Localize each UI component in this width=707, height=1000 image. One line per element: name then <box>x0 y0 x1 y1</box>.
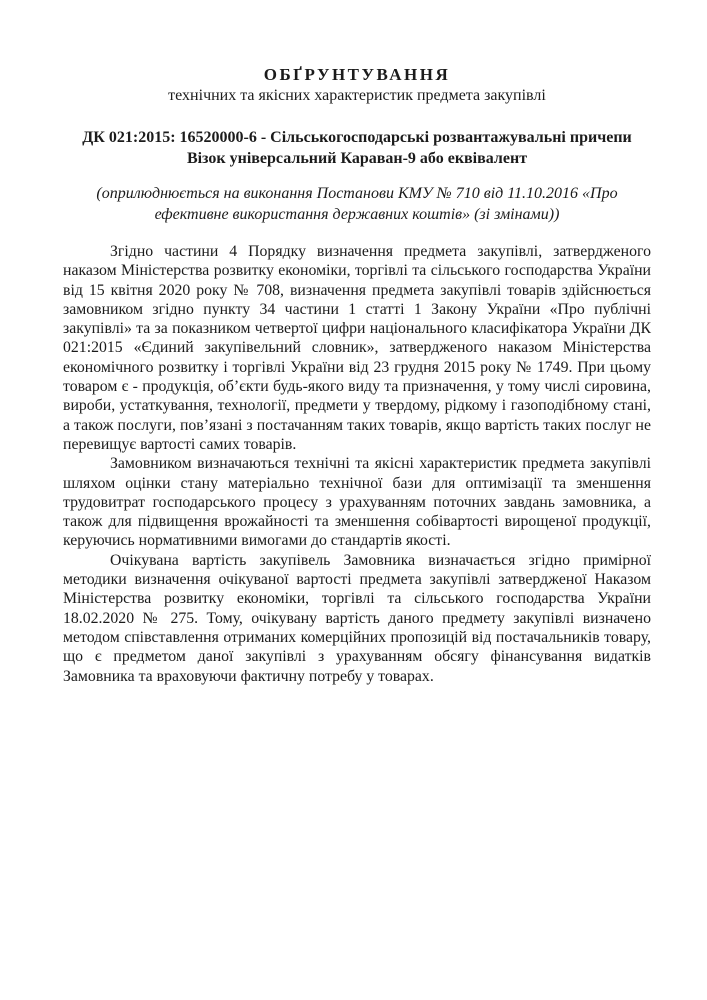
paragraph-procurement-subject-definition: Згідно частини 4 Порядку визначення предмета закупівлі, затвердженого наказом Міністерства розвитку економіки, торгівлі та сільського господарства України від 15 квітня 2020 року № 708, визначення предмета закупівлі товарів здійснюється замовником згідно пункту 34 частини 1 статті 1 Закону України «Про публічні закупівлі» та за показником четвертої цифри національного класифікатора України ДК 021:2015 «Єдиний закупівельний словник», затвердженого наказом Міністерства економічного розвитку і торгівлі України від 23 грудня 2015 року № 1749. При цьому товаром є - продукція, об’єкти будь-якого виду та призначення, у тому числі сировина, вироби, устаткування, технології, предмети у твердому, рідкому і газоподібному стані, а також послуги, пов’язані з постачанням таких товарів, якщо вартість таких послуг не перевищує вартості самих товарів. <box>63 243 651 453</box>
document-title: ОБҐРУНТУВАННЯ <box>263 65 451 84</box>
document-subtitle: технічних та якісних характеристик предмета закупівлі <box>168 87 546 104</box>
legal-note: (оприлюднюється на виконання Постанови КМУ № 710 від 11.10.2016 «Про ефективне використання державних коштів» (зі змінами)) <box>96 185 618 223</box>
paragraph-expected-value: Очікувана вартість закупівель Замовника визначається згідно примірної методики визначення очікуваної вартості предмета закупівлі затвердженої Наказом Міністерства розвитку економіки, торгівлі та сільського господарства України 18.02.2020 № 275. Тому, очікувану вартість даного предмету закупівлі визначено методом співставлення отриманих комерційних пропозицій від постачальників товару, що є предметом даної закупівлі з урахуванням обсягу фінансування видатків Замовника та враховуючи фактичну потребу у товарах. <box>63 551 651 685</box>
item-heading: Візок універсальний Караван-9 або еквівалент <box>186 150 528 167</box>
classification-heading: ДК 021:2015: 16520000-6 - Сільськогосподарські розвантажувальні причепи <box>82 129 632 146</box>
body-text <box>63 242 651 686</box>
paragraph-technical-quality-characteristics: Замовником визначаються технічні та якісні характеристик предмета закупівлі шляхом оцінки стану матеріально технічної бази для оптимізації та зменшення трудовитрат господарського процесу з урахуванням поточних завдань замовника, а також для підвищення врожайності та зменшення собівартості вирощеної продукції, керуючись нормативними вимогами до стандартів якості. <box>63 455 651 550</box>
